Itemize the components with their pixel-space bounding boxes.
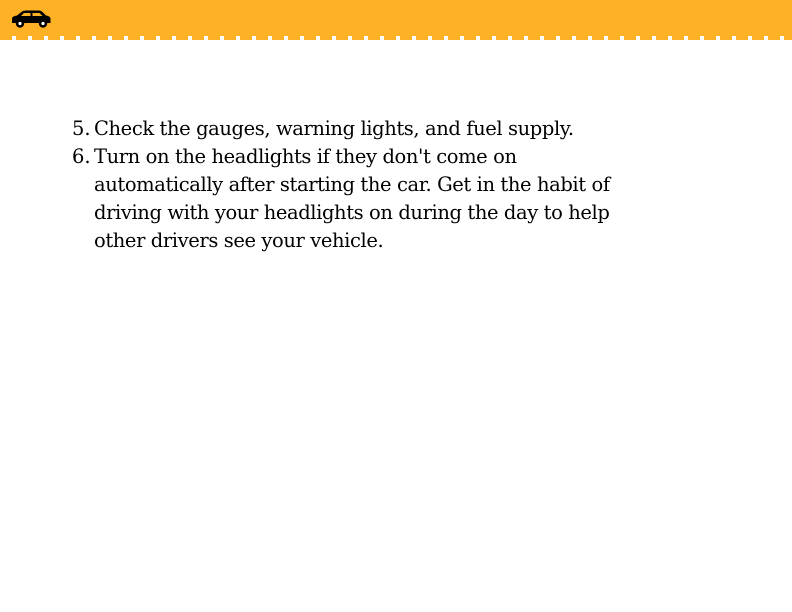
list-item-number: 5. xyxy=(72,117,91,140)
list-item xyxy=(72,115,632,143)
list-item-number: 6. xyxy=(72,145,91,168)
list-item-text: Turn on the headlights if they don't come on automatically after starting the car. Get in the habit of driving with your headlights on during the day to help other drivers see your vehicle. xyxy=(94,145,610,252)
header-bar xyxy=(0,0,792,36)
steps-list xyxy=(72,115,632,255)
car-icon xyxy=(10,9,52,29)
list-item-text: Check the gauges, warning lights, and fuel supply. xyxy=(94,117,574,140)
header-dashed-edge xyxy=(0,36,792,40)
list-item xyxy=(72,143,632,255)
